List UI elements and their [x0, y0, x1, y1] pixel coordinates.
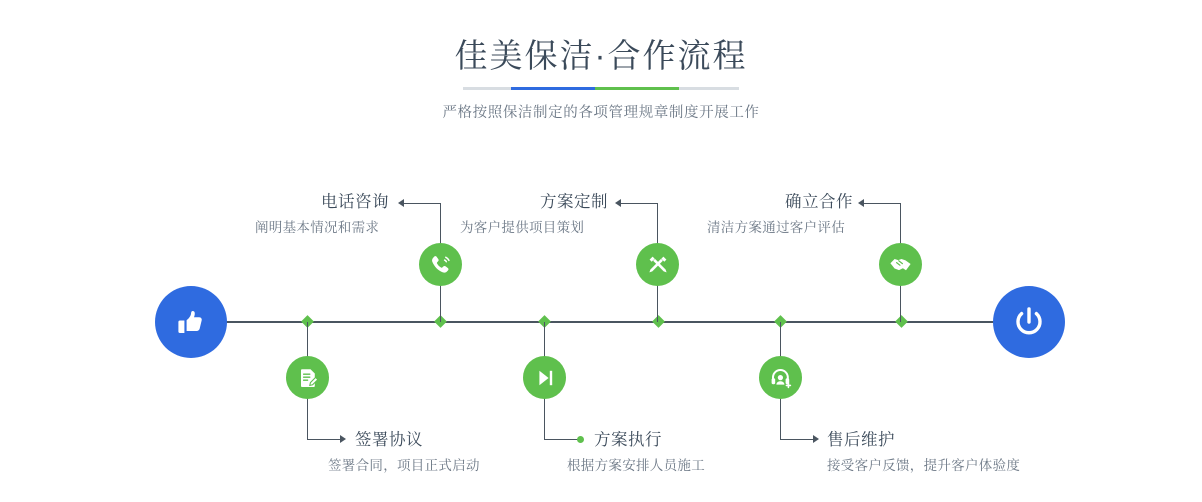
step-label-3: 方案定制: [540, 193, 608, 211]
thumbs-up-icon: [174, 305, 208, 339]
timeline-end-node: [993, 286, 1065, 358]
divider-segment-blue: [511, 87, 595, 90]
step-label-2: 签署协议: [355, 431, 423, 449]
step-label-4: 方案执行: [594, 431, 662, 449]
connector-arrow: [858, 199, 864, 207]
timeline-start-node: [155, 286, 227, 358]
connector-line: [544, 439, 578, 440]
connector-arrow: [813, 435, 819, 443]
step-desc-5: 清洁方案通过客户评估: [707, 220, 845, 235]
power-icon: [1011, 304, 1047, 340]
connector-line: [621, 203, 658, 204]
connector-arrow: [398, 199, 404, 207]
step-desc-4: 根据方案安排人员施工: [567, 458, 705, 473]
step-icon-bubble-6: [759, 356, 802, 399]
connector-dot: [577, 436, 584, 443]
step-desc-6: 接受客户反馈，提升客户体验度: [827, 458, 1021, 473]
axis-marker: [895, 315, 908, 328]
headset-add-icon: [769, 366, 793, 390]
step-desc-1: 阐明基本情况和需求: [255, 220, 380, 235]
connector-line: [307, 439, 341, 440]
connector-line: [864, 203, 901, 204]
step-label-1: 电话咨询: [321, 193, 389, 211]
step-icon-bubble-4: [523, 356, 566, 399]
handshake-icon: [888, 252, 913, 277]
step-icon-bubble-3: [636, 243, 679, 286]
pen-ruler-icon: [646, 253, 670, 277]
connector-arrow: [615, 199, 621, 207]
phone-ring-icon: [429, 253, 453, 277]
divider-segment-green: [595, 87, 679, 90]
connector-arrow: [340, 435, 346, 443]
document-pen-icon: [296, 366, 320, 390]
header: [0, 34, 1202, 122]
axis-marker: [652, 315, 665, 328]
step-label-5: 确立合作: [785, 193, 853, 211]
timeline-axis: [156, 321, 1050, 323]
title-divider: [463, 87, 739, 90]
step-icon-bubble-5: [879, 243, 922, 286]
step-label-6: 售后维护: [827, 431, 895, 449]
page-title: 佳美保洁·合作流程: [454, 37, 748, 74]
step-icon-bubble-2: [286, 356, 329, 399]
play-next-icon: [533, 366, 557, 390]
connector-line: [780, 439, 814, 440]
step-desc-3: 为客户提供项目策划: [460, 220, 585, 235]
step-icon-bubble-1: [419, 243, 462, 286]
step-desc-2: 签署合同，项目正式启动: [328, 458, 480, 473]
page-subtitle: 严格按照保洁制定的各项管理规章制度开展工作: [442, 105, 760, 121]
connector-line: [404, 203, 441, 204]
